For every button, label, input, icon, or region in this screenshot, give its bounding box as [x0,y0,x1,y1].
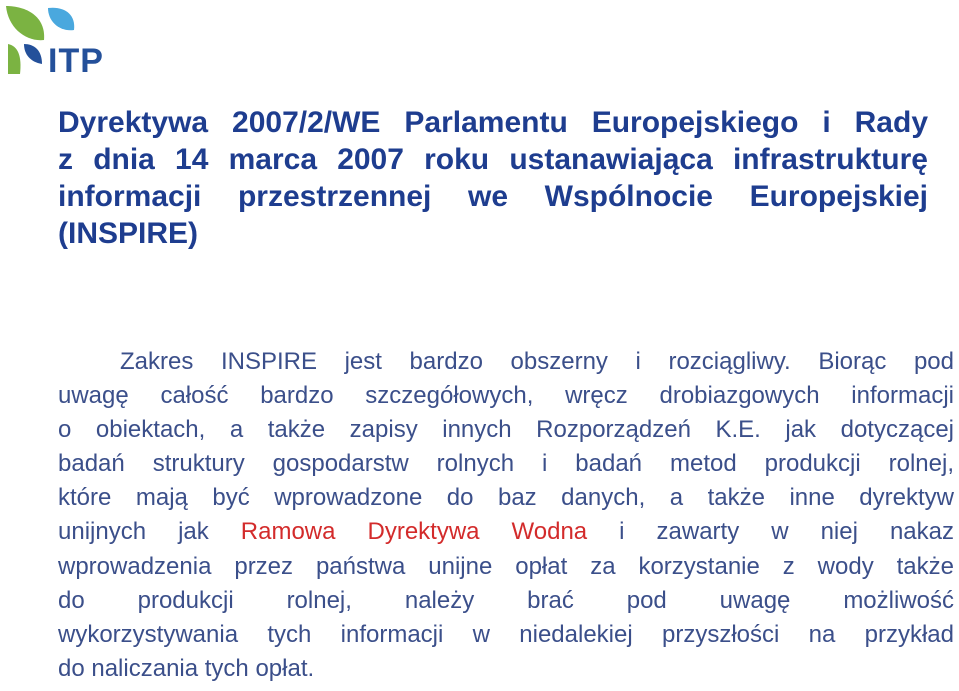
body-line: wprowadzenia przez państwa unijne opłat za korzystanie z wody także [58,552,954,580]
body-line: które mają być wprowadzone do baz danych, a także inne dyrektyw [58,484,954,512]
body-text: unijnych jak [58,518,241,546]
body-line: uwagę całość bardzo szczegółowych, wręcz drobiazgowych informacji [58,382,954,410]
body-line: badań struktury gospodarstw rolnych i badań metod produkcji rolnej, [58,450,954,478]
body-line: do naliczania tych opłat. [58,654,315,682]
body-paragraph [58,345,954,686]
highlighted-directive-name: Ramowa Dyrektywa Wodna [240,518,588,546]
body-line: o obiektach, a także zapisy innych Rozporządzeń K.E. jak dotyczącej [58,416,954,444]
title-line: Dyrektywa 2007/2/WE Parlamentu Europejskiego i Rady [58,106,928,139]
body-line: wykorzystywania tych informacji w niedalekiej przyszłości na przykład [58,620,954,648]
logo-text: ITP [48,42,104,80]
title-line: informacji przestrzennej we Wspólnocie Europejskiej [58,180,928,213]
body-line: do produkcji rolnej, należy brać pod uwagę możliwość [58,586,954,614]
title-line: (INSPIRE) [58,217,199,250]
itp-logo [4,4,114,80]
body-line [58,515,954,549]
title-line: z dnia 14 marca 2007 roku ustanawiająca infrastrukturę [58,143,928,176]
body-text: i zawarty w niej nakaz [587,518,955,546]
document-title [58,104,928,252]
body-line: Zakres INSPIRE jest bardzo obszerny i rozciągliwy. Biorąc pod [120,348,954,375]
